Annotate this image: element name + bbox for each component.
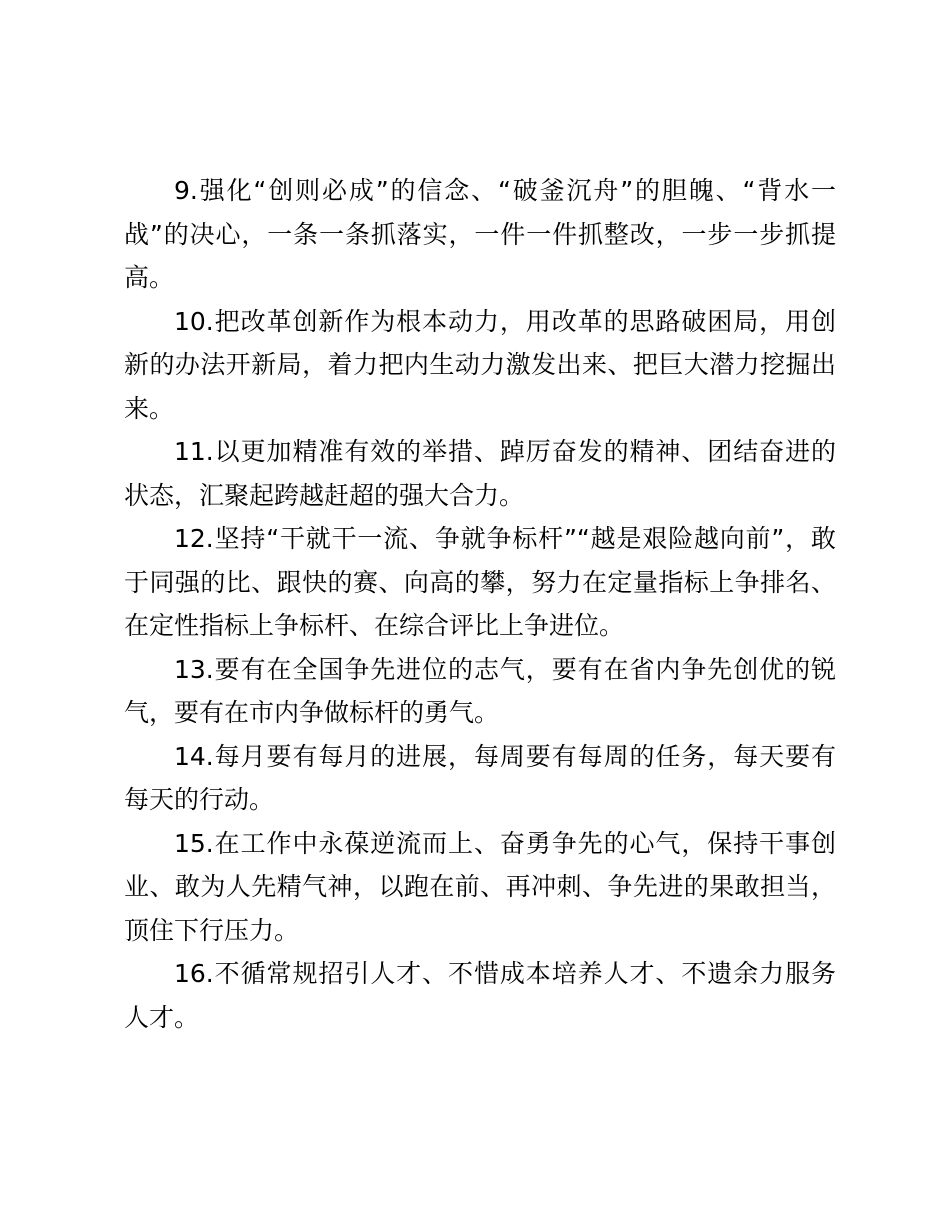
document-body [124, 169, 836, 1039]
paragraph-13: 13.要有在全国争先进位的志气，要有在省内争先创优的锐气，要有在市内争做标杆的勇气。 [124, 654, 836, 727]
paragraph-9: 9.强化“创则必成”的信念、“破釜沉舟”的胆魄、“背水一战”的决心，一条一条抓落实，一件一件抓整改，一步一步抓提高。 [124, 176, 836, 292]
paragraph-16: 16.不循常规招引人才、不惜成本培养人才、不遗余力服务人才。 [124, 959, 836, 1032]
paragraph-10: 10.把改革创新作为根本动力，用改革的思路破困局，用创新的办法开新局，着力把内生动力激发出来、把巨大潜力挖掘出来。 [124, 306, 836, 423]
paragraph-11: 11.以更加精准有效的举措、踔厉奋发的精神、团结奋进的状态，汇聚起跨越赶超的强大合力。 [124, 437, 836, 510]
paragraph-14: 14.每月要有每月的进展，每周要有每周的任务，每天要有每天的行动。 [124, 741, 836, 814]
paragraph-15: 15.在工作中永葆逆流而上、奋勇争先的心气，保持干事创业、敢为人先精气神，以跑在前、再冲刺、争先进的果敢担当，顶住下行压力。 [124, 828, 836, 945]
paragraph-12: 12.坚持“干就干一流、争就争标杆”“越是艰险越向前”，敢于同强的比、跟快的赛、向高的攀，努力在定量指标上争排名、在定性指标上争标杆、在综合评比上争进位。 [124, 524, 836, 640]
